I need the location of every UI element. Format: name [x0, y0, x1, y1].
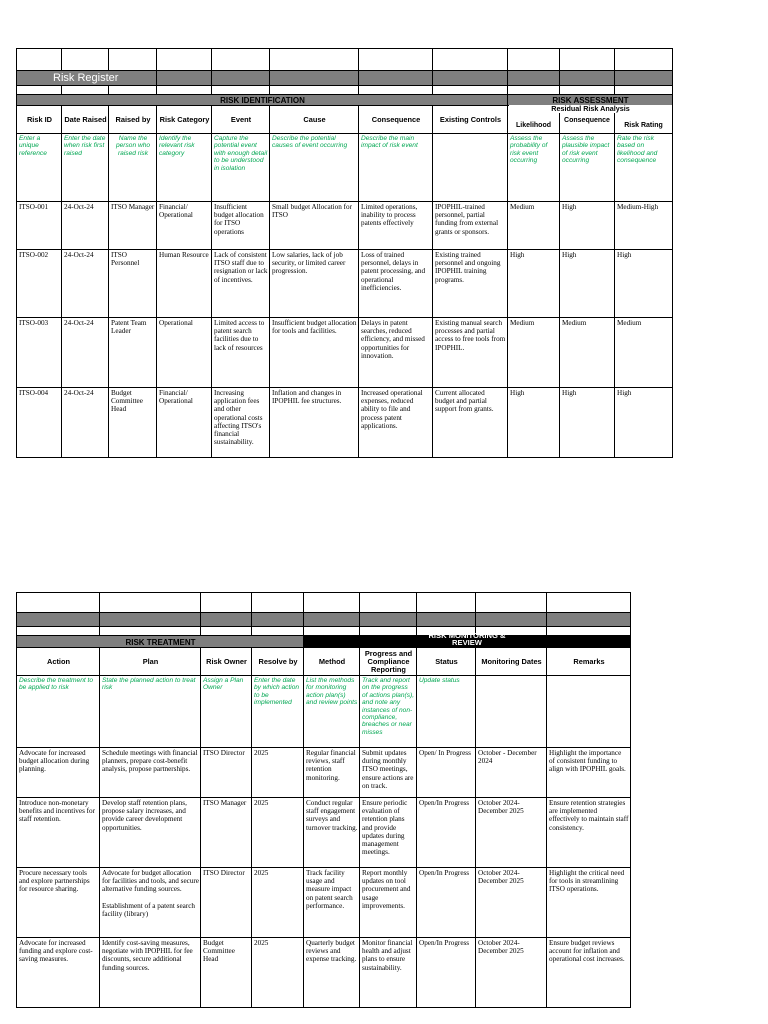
cell-monitoring-dates: October 2024-December 2025	[476, 868, 547, 938]
table-row	[17, 388, 673, 458]
cell-date-raised: 24-Oct-24	[62, 318, 109, 388]
cell-risk-category: Human Resource	[157, 250, 212, 318]
col-raised-by: Raised by	[109, 106, 157, 134]
cell-remarks: Ensure retention strategies are implemented effectively to maintain staff consistency.	[547, 798, 631, 868]
cell-likelihood: Medium	[508, 318, 560, 388]
guidance-cell: Describe the treatment to be applied to risk	[17, 676, 100, 748]
cell-resolve-by: 2025	[252, 748, 304, 798]
plan-text-extra: Establishment of a patent search facility (library)	[102, 901, 196, 918]
cell-method: Regular financial reviews, staff retention monitoring.	[304, 748, 360, 798]
section-risk-assessment: RISK ASSESSMENT	[508, 95, 673, 106]
cell-existing-controls: IPOPHIL-trained personnel, partial funding from external grants or sponsors.	[433, 202, 508, 250]
cell-risk-owner: ITSO Director	[201, 868, 252, 938]
col-risk-rating: Risk Rating	[615, 106, 673, 134]
cell-plan: Identify cost-saving measures, negotiate with IPOPHIL for fee discounts, secure additional funding sources.	[100, 938, 201, 1008]
cell-event: Limited access to patent search facilities due to lack of resources	[212, 318, 270, 388]
col-date-raised: Date Raised	[62, 106, 109, 134]
guidance-cell: Assess the probability of risk event occurring	[508, 134, 560, 202]
cell-risk-rating: High	[615, 250, 673, 318]
cell-cause: Inflation and changes in IPOPHIL fee structures.	[270, 388, 359, 458]
cell-consequence-residual: High	[560, 202, 615, 250]
table-row	[17, 318, 673, 388]
plan-text: Advocate for budget allocation for facilities and tools, and secure alternative funding sources.	[102, 869, 199, 894]
cell-likelihood: High	[508, 388, 560, 458]
cell-resolve-by: 2025	[252, 938, 304, 1008]
col-consequence: Consequence	[359, 106, 433, 134]
guidance-cell	[547, 676, 631, 748]
cell-risk-owner: ITSO Director	[201, 748, 252, 798]
cell-raised-by: ITSO Manager	[109, 202, 157, 250]
guidance-cell: Identify the relevant risk category	[157, 134, 212, 202]
cell-risk-category: Financial/ Operational	[157, 388, 212, 458]
section-risk-identification: RISK IDENTIFICATION	[17, 95, 508, 106]
cell-risk-rating: Medium-High	[615, 202, 673, 250]
cell-action: Advocate for increased funding and explore cost-saving measures.	[17, 938, 100, 1008]
cell-remarks: Highlight the importance of consistent funding to align with IPOPHIL goals.	[547, 748, 631, 798]
table-row	[17, 202, 673, 250]
table-row	[17, 868, 631, 938]
cell-consequence-residual: High	[560, 388, 615, 458]
cell-risk-owner: ITSO Manager	[201, 798, 252, 868]
cell-action: Introduce non-monetary benefits and incentives for staff retention.	[17, 798, 100, 868]
col-monitoring-dates: Monitoring Dates	[476, 648, 547, 676]
guidance-cell: Describe the main impact of risk event	[359, 134, 433, 202]
cell-risk-id: ITSO-003	[17, 318, 62, 388]
col-status: Status	[417, 648, 476, 676]
cell-likelihood: High	[508, 250, 560, 318]
table-row	[17, 748, 631, 798]
col-consequence-residual: Consequence	[560, 106, 615, 134]
cell-risk-id: ITSO-004	[17, 388, 62, 458]
guidance-cell: Track and report on the progress of actions plan(s), and note any instances of non-compliance, breaches or near misses	[360, 676, 417, 748]
cell-consequence: Delays in patent searches, reduced efficiency, and missed opportunities for innovation.	[359, 318, 433, 388]
guidance-cell	[476, 676, 547, 748]
cell-likelihood: Medium	[508, 202, 560, 250]
cell-risk-id: ITSO-002	[17, 250, 62, 318]
cell-monitoring-dates: October 2024-December 2025	[476, 798, 547, 868]
cell-cause: Low salaries, lack of job security, or limited career progression.	[270, 250, 359, 318]
cell-progress-reporting: Ensure periodic evaluation of retention plans and provide updates during management meetings.	[360, 798, 417, 868]
section-risk-treatment: RISK TREATMENT	[17, 636, 304, 648]
cell-existing-controls: Existing trained personnel and ongoing IPOPHIL training programs.	[433, 250, 508, 318]
cell-action: Procure necessary tools and explore partnerships for resource sharing.	[17, 868, 100, 938]
guidance-cell: Enter a unique reference	[17, 134, 62, 202]
guidance-cell: Enter the date by which action to be implemented	[252, 676, 304, 748]
guidance-cell: Assign a Plan Owner	[201, 676, 252, 748]
cell-method: Track facility usage and measure impact on patent search performance.	[304, 868, 360, 938]
cell-risk-rating: Medium	[615, 318, 673, 388]
register-title: Risk Register	[17, 71, 157, 86]
cell-risk-category: Financial/ Operational	[157, 202, 212, 250]
col-progress-reporting: Progress and Compliance Reporting	[360, 648, 417, 676]
cell-existing-controls: Current allocated budget and partial support from grants.	[433, 388, 508, 458]
residual-risk-analysis-label: Residual Risk Analysis	[509, 105, 672, 113]
col-remarks: Remarks	[547, 648, 631, 676]
cell-date-raised: 24-Oct-24	[62, 250, 109, 318]
cell-plan: Schedule meetings with financial planners, prepare cost-benefit analysis, propose partnerships.	[100, 748, 201, 798]
table-row	[17, 250, 673, 318]
cell-resolve-by: 2025	[252, 798, 304, 868]
section-risk-monitoring: RISK MONITORING & REVIEW	[304, 636, 631, 648]
guidance-cell: List the methods for monitoring action plan(s) and review points	[304, 676, 360, 748]
cell-raised-by: Patent Team Leader	[109, 318, 157, 388]
guidance-cell: Update status	[417, 676, 476, 748]
table-row	[17, 938, 631, 1008]
cell-progress-reporting: Monitor financial health and adjust plans to ensure sustainability.	[360, 938, 417, 1008]
col-cause: Cause	[270, 106, 359, 134]
col-plan: Plan	[100, 648, 201, 676]
guidance-cell: State the planned action to treat risk	[100, 676, 201, 748]
cell-monitoring-dates: October 2024-December 2025	[476, 938, 547, 1008]
cell-resolve-by: 2025	[252, 868, 304, 938]
cell-method: Quarterly budget reviews and expense tracking.	[304, 938, 360, 1008]
col-method: Method	[304, 648, 360, 676]
col-action: Action	[17, 648, 100, 676]
cell-raised-by: ITSO Personnel	[109, 250, 157, 318]
cell-status: Open/In Progress	[417, 938, 476, 1008]
cell-remarks: Ensure budget reviews account for inflation and operational cost increases.	[547, 938, 631, 1008]
guidance-cell: Describe the potential causes of event occurring	[270, 134, 359, 202]
cell-risk-rating: High	[615, 388, 673, 458]
guidance-cell: Capture the potential event with enough detail to be understood in isolation	[212, 134, 270, 202]
col-existing-controls: Existing Controls	[433, 106, 508, 134]
cell-consequence: Loss of trained personnel, delays in patent processing, and operational inefficiencies.	[359, 250, 433, 318]
col-event: Event	[212, 106, 270, 134]
cell-existing-controls: Existing manual search processes and partial access to free tools from IPOPHIL.	[433, 318, 508, 388]
cell-consequence-residual: Medium	[560, 318, 615, 388]
cell-status: Open/In Progress	[417, 868, 476, 938]
guidance-cell: Rate the risk based on likelihood and consequence	[615, 134, 673, 202]
cell-date-raised: 24-Oct-24	[62, 202, 109, 250]
treatment-header-row	[17, 648, 631, 676]
col-risk-category: Risk Category	[157, 106, 212, 134]
cell-date-raised: 24-Oct-24	[62, 388, 109, 458]
risk-treatment-table	[16, 592, 631, 1008]
cell-method: Conduct regular staff engagement surveys and turnover tracking.	[304, 798, 360, 868]
table-row	[17, 798, 631, 868]
cell-consequence-residual: High	[560, 250, 615, 318]
col-resolve-by: Resolve by	[252, 648, 304, 676]
cell-cause: Insufficient budget allocation for tools and facilities.	[270, 318, 359, 388]
cell-monitoring-dates: October - December 2024	[476, 748, 547, 798]
col-risk-owner: Risk Owner	[201, 648, 252, 676]
cell-risk-owner: Budget Committee Head	[201, 938, 252, 1008]
cell-plan	[100, 868, 201, 938]
cell-remarks: Highlight the critical need for tools in streamlining ITSO operations.	[547, 868, 631, 938]
cell-event: Increasing application fees and other operational costs affecting ITSO's financial sustainability.	[212, 388, 270, 458]
cell-event: Insufficient budget allocation for ITSO operations	[212, 202, 270, 250]
treatment-guidance-row	[17, 676, 631, 748]
cell-cause: Small budget Allocation for ITSO	[270, 202, 359, 250]
col-likelihood: Likelihood	[508, 106, 560, 134]
cell-progress-reporting: Report monthly updates on tool procurement and usage improvements.	[360, 868, 417, 938]
cell-action: Advocate for increased budget allocation during planning.	[17, 748, 100, 798]
guidance-cell: Name the person who raised risk	[109, 134, 157, 202]
cell-status: Open/In Progress	[417, 798, 476, 868]
cell-plan: Develop staff retention plans, propose salary increases, and provide career development opportunities.	[100, 798, 201, 868]
guidance-cell: Enter the date when risk first raised	[62, 134, 109, 202]
cell-event: Lack of consistent ITSO staff due to resignation or lack of incentives.	[212, 250, 270, 318]
cell-status: Open/ In Progress	[417, 748, 476, 798]
cell-risk-id: ITSO-001	[17, 202, 62, 250]
guidance-cell: Assess the plausible impact of risk event occurring	[560, 134, 615, 202]
guidance-cell	[433, 134, 508, 202]
cell-consequence: Increased operational expenses, reduced ability to file and process patent applications.	[359, 388, 433, 458]
cell-consequence: Limited operations, inability to process patents effectively	[359, 202, 433, 250]
register-guidance-row	[17, 134, 673, 202]
col-risk-id: Risk ID	[17, 106, 62, 134]
cell-progress-reporting: Submit updates during monthly ITSO meetings, ensure actions are on track.	[360, 748, 417, 798]
cell-raised-by: Budget Committee Head	[109, 388, 157, 458]
cell-risk-category: Operational	[157, 318, 212, 388]
